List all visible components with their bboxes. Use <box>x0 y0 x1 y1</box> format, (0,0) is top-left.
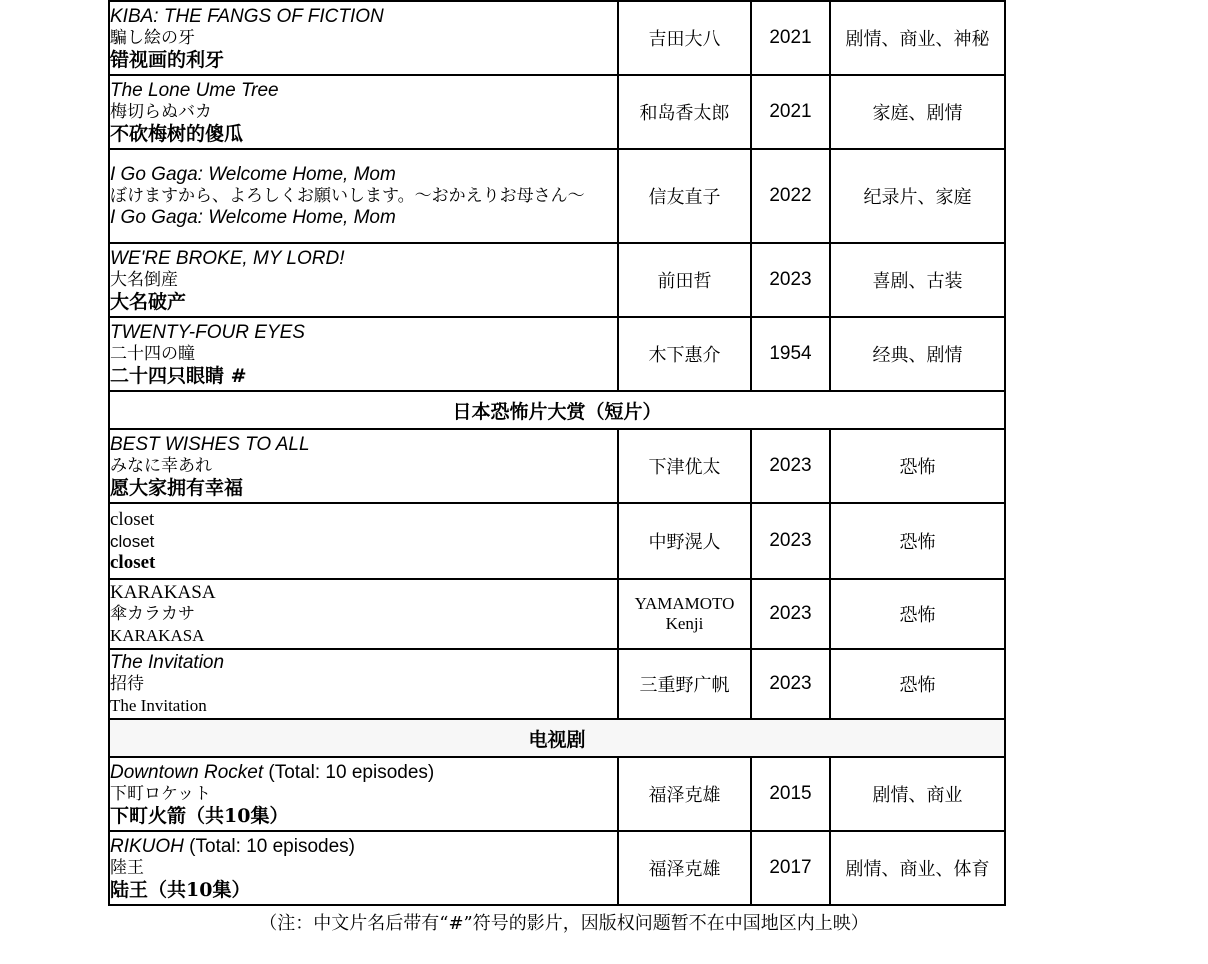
director-cell: 吉田大八 <box>618 1 751 75</box>
year-cell: 2021 <box>751 75 830 149</box>
japanese-title: 陸王 <box>110 857 144 878</box>
film-title-cell <box>109 831 618 905</box>
chinese-title: 二十四只眼睛 # <box>110 364 247 387</box>
english-title: KARAKASA <box>110 581 216 603</box>
genre-cell: 恐怖 <box>830 579 1005 649</box>
year-cell: 2022 <box>751 149 830 243</box>
director-cell: 三重野广帆 <box>618 649 751 719</box>
genre-cell: 恐怖 <box>830 429 1005 503</box>
year-cell: 2015 <box>751 757 830 831</box>
japanese-title: 傘カラカサ <box>110 603 195 624</box>
year-cell: 2023 <box>751 503 830 579</box>
english-title: closet <box>110 508 155 530</box>
genre-cell: 纪录片、家庭 <box>830 149 1005 243</box>
director-cell: 木下惠介 <box>618 317 751 391</box>
english-title: Downtown Rocket (Total: 10 episodes) <box>110 761 435 783</box>
japanese-title: みなに幸あれ <box>110 455 212 476</box>
chinese-title: 愿大家拥有幸福 <box>110 476 244 499</box>
director-surname: YAMAMOTO <box>634 594 735 613</box>
year-cell: 2023 <box>751 429 830 503</box>
section-title-horror: 日本恐怖片大赏（短片） <box>109 391 1005 429</box>
copyright-footnote: （注：中文片名后带有“#”符号的影片，因版权问题暂不在中国地区内上映） <box>259 913 869 934</box>
director-cell: 福泽克雄 <box>618 757 751 831</box>
section-header-row <box>109 719 1005 757</box>
english-title: WE'RE BROKE, MY LORD! <box>110 247 345 269</box>
table-row <box>109 757 1005 831</box>
table-row <box>109 831 1005 905</box>
year-cell: 2021 <box>751 1 830 75</box>
japanese-title: 梅切らぬバカ <box>110 101 212 122</box>
japanese-title: 招待 <box>110 673 144 694</box>
english-title: I Go Gaga: Welcome Home, Mom <box>110 163 396 185</box>
year-cell: 2023 <box>751 579 830 649</box>
japanese-title: 騙し絵の牙 <box>110 27 195 48</box>
english-title: RIKUOH (Total: 10 episodes) <box>110 835 355 857</box>
director-cell: 福泽克雄 <box>618 831 751 905</box>
film-title-cell <box>109 317 618 391</box>
film-title-cell <box>109 429 618 503</box>
chinese-title: 大名破产 <box>110 290 187 313</box>
chinese-title: 陆王（共10集） <box>110 878 251 901</box>
english-title: TWENTY-FOUR EYES <box>110 321 305 343</box>
genre-cell: 恐怖 <box>830 649 1005 719</box>
section-title-tv-drama: 电视剧 <box>109 719 1005 757</box>
japanese-title: 二十四の瞳 <box>110 343 195 364</box>
table-row <box>109 1 1005 75</box>
director-cell: 和岛香太郎 <box>618 75 751 149</box>
table-row <box>109 579 1005 649</box>
director-cell: 中野滉人 <box>618 503 751 579</box>
english-title: The Invitation <box>110 651 225 673</box>
genre-cell: 经典、剧情 <box>830 317 1005 391</box>
director-cell: 信友直子 <box>618 149 751 243</box>
chinese-title: 不砍梅树的傻瓜 <box>110 122 244 145</box>
film-title-cell <box>109 503 618 579</box>
film-title-cell <box>109 75 618 149</box>
japanese-title: 下町ロケット <box>110 783 212 804</box>
year-cell: 1954 <box>751 317 830 391</box>
english-title: KIBA: THE FANGS OF FICTION <box>110 5 384 27</box>
genre-cell: 家庭、剧情 <box>830 75 1005 149</box>
chinese-title: The Invitation <box>110 695 207 715</box>
year-cell: 2023 <box>751 649 830 719</box>
genre-cell: 恐怖 <box>830 503 1005 579</box>
film-title-cell <box>109 243 618 317</box>
table-row <box>109 317 1005 391</box>
film-schedule-table <box>108 0 1006 906</box>
film-title-cell <box>109 149 618 243</box>
table-row <box>109 503 1005 579</box>
english-title: BEST WISHES TO ALL <box>110 433 310 455</box>
english-title: The Lone Ume Tree <box>110 79 279 101</box>
director-cell <box>618 579 751 649</box>
japanese-title: closet <box>110 531 155 551</box>
genre-cell: 剧情、商业、体育 <box>830 831 1005 905</box>
film-title-cell <box>109 1 618 75</box>
table-row <box>109 149 1005 243</box>
year-cell: 2023 <box>751 243 830 317</box>
genre-cell: 剧情、商业 <box>830 757 1005 831</box>
year-cell: 2017 <box>751 831 830 905</box>
japanese-title: 大名倒産 <box>110 269 178 290</box>
film-title-cell <box>109 579 618 649</box>
film-title-cell <box>109 649 618 719</box>
section-header-row <box>109 391 1005 429</box>
director-cell: 前田哲 <box>618 243 751 317</box>
genre-cell: 喜剧、古装 <box>830 243 1005 317</box>
chinese-title: KARAKASA <box>110 625 205 645</box>
table-row <box>109 429 1005 503</box>
table-row <box>109 75 1005 149</box>
table-row <box>109 649 1005 719</box>
director-given-name: Kenji <box>665 614 704 633</box>
chinese-title: 下町火箭（共10集） <box>110 804 289 827</box>
film-title-cell <box>109 757 618 831</box>
director-cell: 下津优太 <box>618 429 751 503</box>
chinese-title: 错视画的利牙 <box>110 48 225 71</box>
table-row <box>109 243 1005 317</box>
genre-cell: 剧情、商业、神秘 <box>830 1 1005 75</box>
japanese-title: ぼけますから、よろしくお願いします。～おかえりお母さん～ <box>110 185 585 206</box>
chinese-title: I Go Gaga: Welcome Home, Mom <box>110 206 396 228</box>
chinese-title: closet <box>110 551 156 573</box>
